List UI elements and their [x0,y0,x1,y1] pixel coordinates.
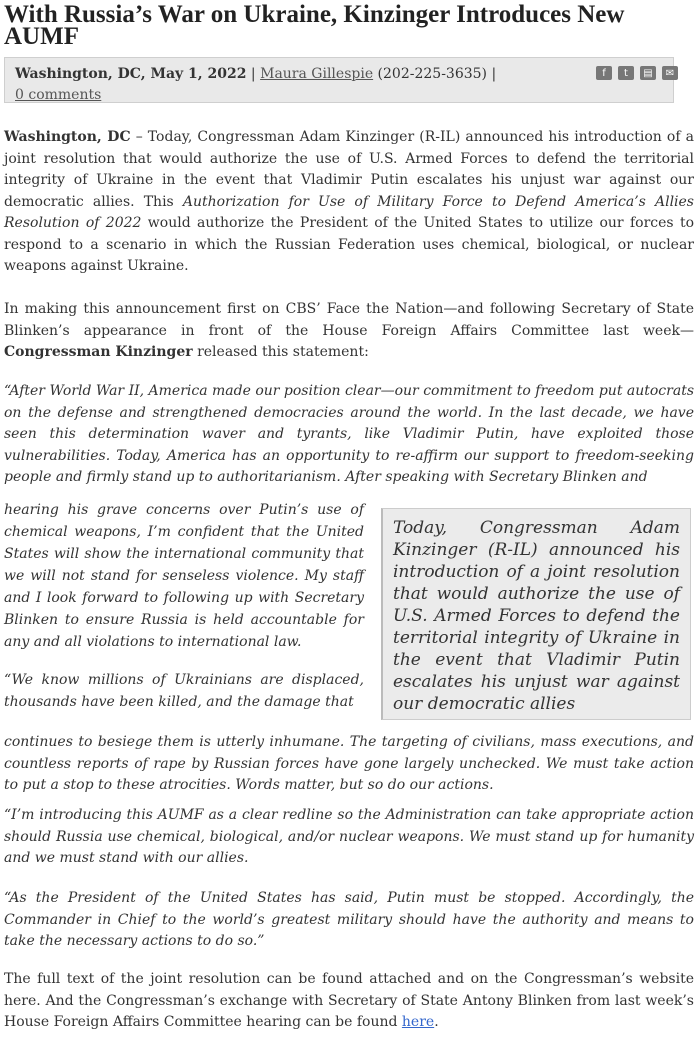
meta-separator: | [246,66,261,82]
facebook-icon[interactable]: f [596,66,612,80]
paragraph-closing [4,969,694,1034]
pull-quote: Today, Congressman Adam Kinzinger (R-IL) announced his introduction of a joint resolution that would authorize the use of U.S. Armed Forces to defend the territorial integrity of Ukraine in the event that Vladimir Putin escalates his unjust war against our democratic allies [381,508,691,720]
closing-text: The full text of the joint resolution can be found attached and on the Congressman’s website here. And the Congressman’s exchange with Secretary of State Antony Blinken from last week’s House Foreign Affairs Committee hearing can be found [4,971,694,1030]
meta-bar [4,57,674,103]
hearing-link[interactable]: here [401,1014,435,1030]
closing-period: . [434,1014,439,1030]
contact-link[interactable]: Maura Gillespie [260,66,374,82]
contact-phone: (202-225-3635) | [373,66,497,82]
quote-left-column [4,499,364,713]
share-toolbar [596,66,678,80]
quote-1-continued: hearing his grave concerns over Putin’s use of chemical weapons, I’m confident that the United States will show the international community that we will not stand for senseless violence. My staff and I look forward to following up with Secretary Blinken to ensure Russia is held accountable for any and all violations to international law. [4,502,364,650]
paragraph-intro [4,127,694,278]
email-icon[interactable]: ✉ [662,66,678,80]
congressman-name: Congressman Kinzinger [4,344,193,360]
quote-4: “As the President of the United States has said, Putin must be stopped. Accordingly, the Commander in Chief to the world’s greatest military should have the authority and means to take the necessary actions to do so.” [4,890,694,949]
resolution-title: Authorization for Use of Military Force to Defend America’s Allies Resolution of 2022 [4,193,694,231]
comments-link[interactable]: 0 comments [15,87,102,103]
quote-3: “I’m introducing this AUMF as a clear redline so the Administration can take appropriate action should Russia use chemical, biological, and/or nuclear weapons. We must stand up for humanity and we must stand with our allies. [4,807,694,866]
intro-text-b: would authorize the President of the United States to utilize our forces to respond to a scenario in which the Russian Federation uses chemical, biological, or nuclear weapons against Ukraine. [4,215,695,274]
announcement-text-a: In making this announcement first on CBS’ Face the Nation—and following Secretary of State Blinken’s appearance in front of the House Foreign Affairs Committee last week— [4,301,694,339]
announcement-text-b: released this statement: [192,344,369,360]
paragraph-announcement [4,299,694,364]
page-title: With Russia’s War on Ukraine, Kinzinger Introduces New AUMF [4,1,625,50]
intro-text-a: – Today, Congressman Adam Kinzinger (R-IL) announced his introduction of a joint resolution that would authorize the use of U.S. Armed Forces to defend the territorial integrity of Ukraine in the event that Vladimir Putin escalates his unjust war against our democratic allies. This [4,129,694,210]
quote-2-continued: continues to besiege them is utterly inhumane. The targeting of civilians, mass executions, and countless reports of rape by Russian forces have gone largely unchecked. We must take action to put a stop to these atrocities. Words matter, but so do our actions. [4,734,694,793]
dateline: Washington, DC, May 1, 2022 [15,66,247,82]
quote-1-top: “After World War II, America made our position clear—our commitment to freedom put autocrats on the defense and strengthened democracies around the world. In the last decade, we have seen this determination waver and tyrants, like Vladimir Putin, have exploited those vulnerabilities. Today, America has an opportunity to re-affirm our support to freedom-seeking people and firmly stand up to authoritarianism. After speaking with Secretary Blinken and [4,383,694,485]
print-icon[interactable]: ▤ [640,66,656,80]
intro-lead: Washington, DC [4,129,131,145]
twitter-icon[interactable]: t [618,66,634,80]
quote-2-start: “We know millions of Ukrainians are displaced, thousands have been killed, and the damage that [4,672,364,710]
